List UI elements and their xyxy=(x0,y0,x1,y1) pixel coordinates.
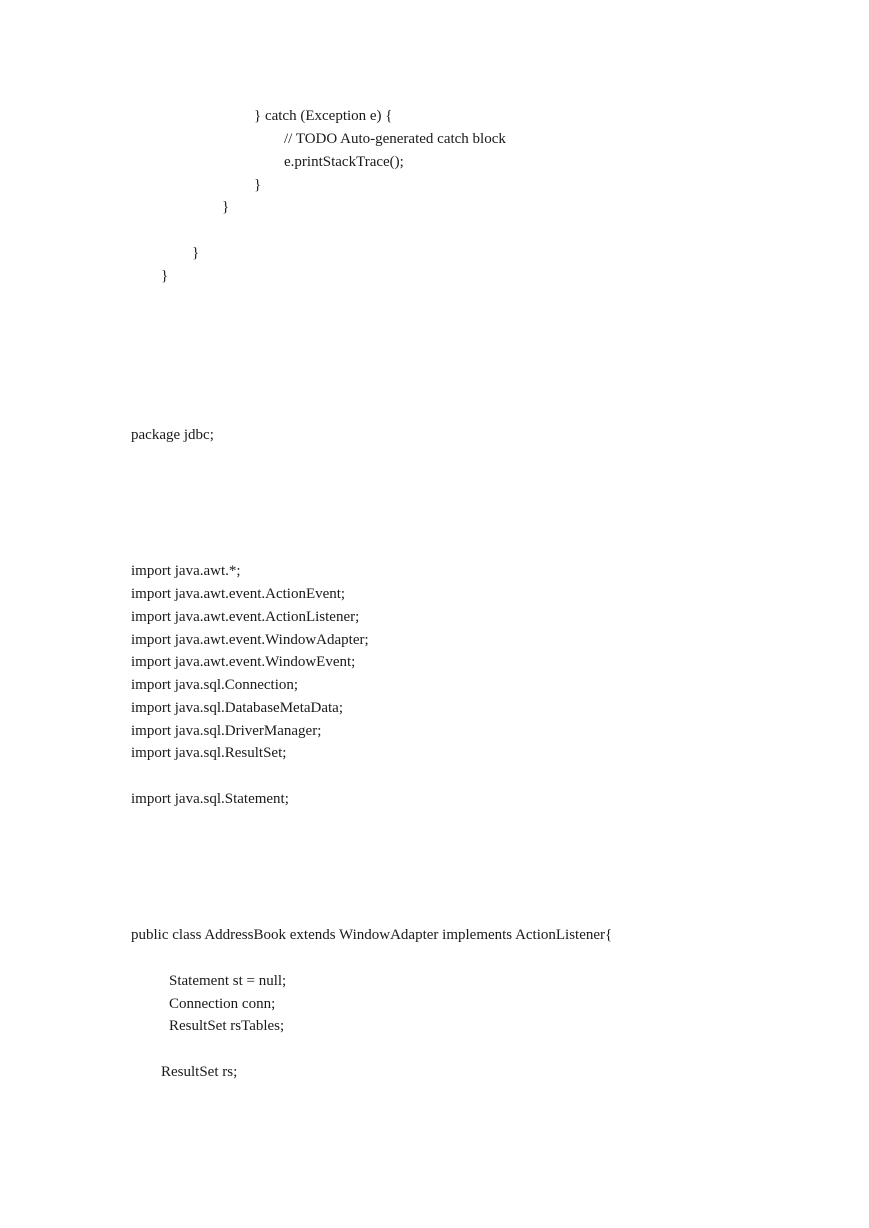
code-line-field-connection: Connection conn; xyxy=(169,996,276,1012)
code-line-import: import java.awt.event.ActionEvent; xyxy=(131,586,346,602)
code-line-close-brace: } xyxy=(254,177,262,193)
code-line-import: import java.sql.ResultSet; xyxy=(131,745,287,761)
code-line-import: import java.awt.*; xyxy=(131,563,241,579)
code-line-todo-comment: // TODO Auto-generated catch block xyxy=(284,131,506,147)
code-line-close-brace: } xyxy=(222,199,230,215)
code-line-import: import java.awt.event.WindowAdapter; xyxy=(131,632,369,648)
code-line-import: import java.sql.Statement; xyxy=(131,791,289,807)
code-line-import: import java.awt.event.WindowEvent; xyxy=(131,654,356,670)
code-line-close-brace: } xyxy=(161,268,169,284)
code-line-import: import java.sql.Connection; xyxy=(131,677,299,693)
code-line-import: import java.awt.event.ActionListener; xyxy=(131,609,360,625)
code-line-field-rstables: ResultSet rsTables; xyxy=(169,1018,285,1034)
code-line-print-stack-trace: e.printStackTrace(); xyxy=(284,154,404,170)
code-line-package: package jdbc; xyxy=(131,427,214,443)
code-line-field-rs: ResultSet rs; xyxy=(161,1064,238,1080)
code-line-class-declaration: public class AddressBook extends WindowAdapter implements ActionListener{ xyxy=(131,927,613,943)
code-line-catch: } catch (Exception e) { xyxy=(254,108,393,124)
code-line-close-brace: } xyxy=(192,245,200,261)
code-line-import: import java.sql.DatabaseMetaData; xyxy=(131,700,344,716)
code-line-field-statement: Statement st = null; xyxy=(169,973,287,989)
code-line-import: import java.sql.DriverManager; xyxy=(131,723,322,739)
